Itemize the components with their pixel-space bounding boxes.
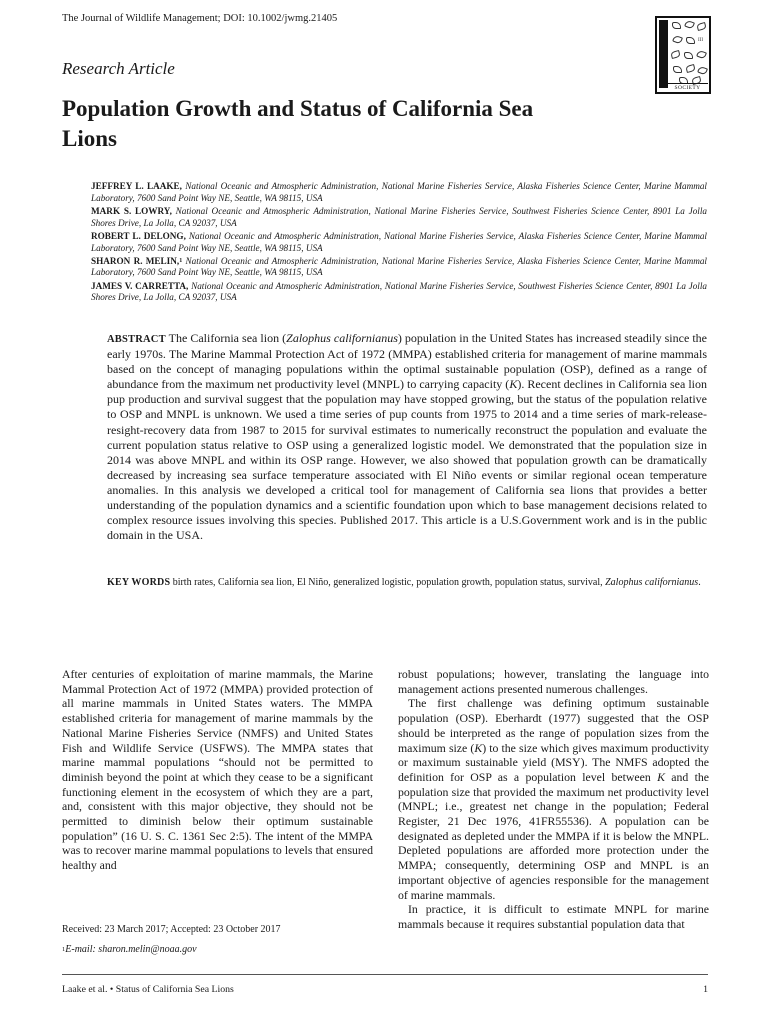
animal-glyph-icon	[684, 20, 695, 30]
abstract-text: ). Recent declines in California sea lion pup production and survival suggest that the population may have stopped growing, but the status of the population relative to OSP and MNPL is unknown. We used a time series of pup counts from 1975 to 2014 and a time series of mark-release-resight-recovery data from 1987 to 2015 for survival estimates to numerically reconstruct the population and evaluate the current population status relative to OSP using a generalized logistic model. We demonstrated that the population size in 2014 was above MNPL and within its OSP range. However, we also showed that population growth can be dramatically decreased by increasing sea surface temperature associated with El Niño events or similar regional ocean temperature anomalies. In this analysis we developed a critical tool for management of California sea lions that provides a better understanding of the population dynamics and a scientific foundation upon which to base management decisions related to complex resource issues involving this species. Published 2017. This article is a U.S.Government work and is in the public domain in the USA.	[107, 377, 707, 543]
body-column-left	[62, 667, 373, 873]
keywords-end: .	[698, 577, 701, 588]
symbol-k: K	[474, 740, 483, 755]
journal-header: The Journal of Wildlife Management; DOI: 10.1002/jwmg.21405	[62, 13, 338, 24]
animal-glyph-icon	[670, 50, 681, 59]
author-name: ROBERT L. DELONG,	[91, 230, 186, 241]
animal-glyph-icon	[685, 64, 696, 73]
author-entry	[91, 281, 707, 305]
animal-glyph-icon	[672, 35, 683, 45]
author-name: MARK S. LOWRY,	[91, 205, 172, 216]
author-entry	[91, 206, 707, 230]
species-name: Zalophus californianus	[286, 331, 398, 345]
animal-glyph-icon	[673, 66, 682, 73]
abstract-text: The California sea lion (	[165, 331, 287, 345]
received-dates: Received: 23 March 2017; Accepted: 23 October 2017	[62, 924, 281, 935]
footnote-marker: 1	[62, 946, 66, 953]
author-affiliation: National Oceanic and Atmospheric Administration, National Marine Fisheries Service, Southwest Fisheries Science Center, 8901 La Jolla Shores Drive, La Jolla, CA 92037, USA	[91, 205, 708, 228]
footer-divider	[62, 974, 708, 975]
animal-glyph-icon	[686, 37, 695, 44]
article-type: Research Article	[62, 59, 175, 78]
body-text: ) to the size which gives maximum productivity or maximum sustainable yield (MSY). The NMFS adopted the definition for OSP as a population level between	[398, 740, 709, 784]
author-footnote-marker: 1	[179, 257, 183, 264]
author-entry	[91, 231, 707, 255]
article-title: Population Growth and Status of California Sea Lions	[62, 96, 534, 151]
author-affiliation: National Oceanic and Atmospheric Administration, National Marine Fisheries Service, Alaska Fisheries Science Center, Marine Mammal Laboratory, 7600 Sand Point Way NE, Seattle, WA 98115, USA	[91, 255, 707, 278]
species-name: Zalophus californianus	[605, 577, 699, 588]
symbol-k: K	[509, 377, 518, 392]
symbol-k: K	[657, 769, 665, 784]
animal-glyph-icon	[697, 66, 708, 76]
abstract-text: ) population in the United States has increased steadily since the early 1970s. The Marine Mammal Protection Act of 1972 (MMPA) established criteria for management of marine mammals based on the concept of managing populations within the optimal sustainable population (OSP), defined as a range of abundance from the maximum net productivity level (MNPL) to carrying capacity (	[107, 331, 707, 392]
keywords	[107, 576, 707, 591]
author-affiliation: National Oceanic and Atmospheric Administration, National Marine Fisheries Service, Alaska Fisheries Science Center, Marine Mammal Laboratory, 7600 Sand Point Way NE, Seattle, WA 98115, USA	[91, 181, 707, 203]
author-name: JAMES V. CARRETTA,	[91, 280, 189, 291]
keywords-text: birth rates, California sea lion, El Niño, generalized logistic, population growth, population status, survival,	[170, 577, 606, 588]
author-affiliation: National Oceanic and Atmospheric Administration, National Marine Fisheries Service, Southwest Fisheries Science Center, 8901 La Jolla Shores Drive, La Jolla, CA 92037, USA	[91, 280, 708, 303]
footnotes	[62, 923, 373, 957]
body-paragraph: In practice, it is difficult to estimate MNPL for marine mammals because it requires substantial population data that	[398, 902, 709, 931]
author-name: JEFFREY L. LAAKE,	[91, 181, 182, 191]
keywords-label: KEY WORDS	[107, 577, 171, 588]
author-entry	[91, 181, 707, 205]
logo-label: SOCIETY	[667, 83, 708, 91]
animal-glyph-icon	[672, 22, 681, 29]
animal-glyph-icon	[684, 52, 693, 59]
running-head: Laake et al. • Status of California Sea Lions	[62, 984, 234, 995]
author-entry	[91, 256, 707, 280]
body-paragraph: robust populations; however, translating the language into management actions presented numerous challenges.	[398, 667, 709, 696]
body-text: and the population size that provided the maximum net productivity level (MNPL; i.e., greatest net change in the population; Federal Register, 21 Dec 1976, 41FR55536). A population can be designated as depleted under the MMPA if it is below the MNPL. Depleted populations are afforded more protection under the MMPA; consequently, determining OSP and MNPL is an important objective of agencies responsible for the management of marine mammals.	[398, 769, 710, 902]
body-column-right	[398, 667, 709, 932]
abstract	[107, 331, 707, 543]
animal-glyph-icon	[696, 50, 707, 60]
animal-glyph-icon	[696, 22, 707, 31]
abstract-label: ABSTRACT	[107, 334, 166, 345]
author-list	[91, 181, 707, 305]
logo-mark: III	[698, 38, 703, 43]
correspondence-note	[62, 943, 373, 957]
author-affiliation: National Oceanic and Atmospheric Administration, National Marine Fisheries Service, Alaska Fisheries Science Center, Marine Mammal Laboratory, 7600 Sand Point Way NE, Seattle, WA 98115, USA	[91, 230, 707, 253]
author-name: SHARON R. MELIN,	[91, 255, 180, 266]
page-number: 1	[703, 984, 708, 995]
society-logo	[655, 16, 711, 94]
logo-strip	[659, 20, 668, 88]
correspondence-email[interactable]: E-mail: sharon.melin@noaa.gov	[65, 944, 197, 955]
body-paragraph	[398, 696, 709, 902]
body-paragraph: After centuries of exploitation of marine mammals, the Marine Mammal Protection Act of 1972 (MMPA) provided protection of all marine mammals in United States waters. The MMPA established criteria for management of marine mammals by the National Marine Fisheries Service (NMFS) and United States Fish and Wildlife Service (USFWS). The MMPA states that marine mammal populations “should not be permitted to diminish beyond the point at which they cease to be a significant functioning element in the ecosystem of which they are a part, and, consistent with this major objective, they should not be permitted to diminish below their optimum sustainable population” (16 U. S. C. 1361 Sec 2:5). The intent of the MMPA was to recover marine mammal populations to levels that ensured healthy and	[62, 667, 373, 873]
body-text: The first challenge was defining optimum sustainable population (OSP). Eberhardt (1977) suggested that the OSP should be interpreted as the range of population sizes from the maximum size (	[398, 696, 709, 755]
